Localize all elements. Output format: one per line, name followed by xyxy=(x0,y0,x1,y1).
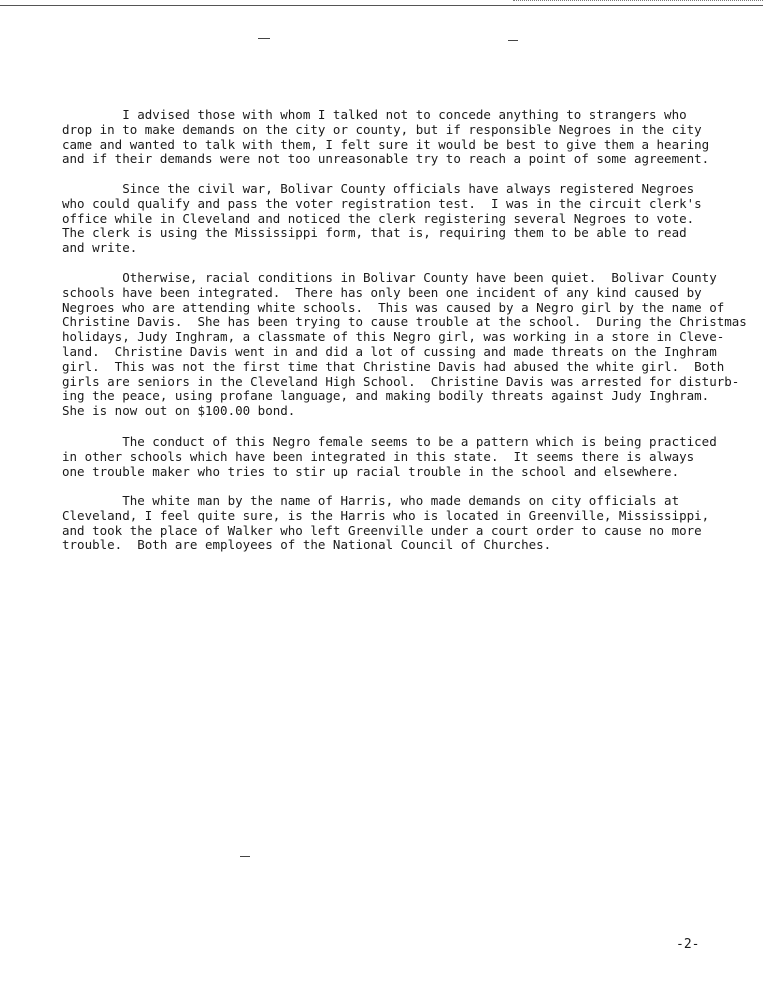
scan-mark xyxy=(258,38,270,39)
paragraph: I advised those with whom I talked not to concede anything to strangers who drop in to make demands on the city or county, but if responsible Negroes in the city came and wanted to talk with them, I felt sure it would be best to give them a hearing and if their demands were not too unreasonable try to reach a point of some agreement. xyxy=(62,107,710,167)
page-number: -2- xyxy=(676,937,700,952)
top-edge-rule xyxy=(0,5,763,6)
scan-mark xyxy=(508,40,518,41)
paragraph: The white man by the name of Harris, who made demands on city officials at Cleveland, I feel quite sure, is the Harris who is located in Greenville, Mississippi, and took the place of Walker who left Greenville under a court order to cause no more trouble. Both are employees of the National Council of Churches. xyxy=(62,493,710,553)
paragraph: The conduct of this Negro female seems to be a pattern which is being practiced in other schools which have been integrated in this state. It seems there is always one trouble maker who tries to stir up racial trouble in the school and elsewhere. xyxy=(62,434,717,479)
paragraph: Otherwise, racial conditions in Bolivar County have been quiet. Bolivar County schools have been integrated. There has only been one incident of any kind caused by Negroes who are attending white schools. This was caused by a Negro girl by the name of Christine Davis. She has been trying to cause trouble at the school. During the Christmas holidays, Judy Inghram, a classmate of this Negro girl, was working in a store in Cleve- land. Christine Davis went in and did a lot of cussing and made threats on the Inghram girl. This was not the first time that Christine Davis had abused the white girl. Both girls are seniors in the Cleveland High School. Christine Davis was arrested for disturb- ing the peace, using profane language, and making bodily threats against Judy Inghram. She is now out on $100.00 bond. xyxy=(62,270,747,419)
scan-mark xyxy=(240,856,250,857)
top-edge-dots xyxy=(513,0,763,5)
paragraph: Since the civil war, Bolivar County officials have always registered Negroes who could qualify and pass the voter registration test. I was in the circuit clerk's office while in Cleveland and noticed the clerk registering several Negroes to vote. The clerk is using the Mississippi form, that is, requiring them to be able to read and write. xyxy=(62,181,702,256)
